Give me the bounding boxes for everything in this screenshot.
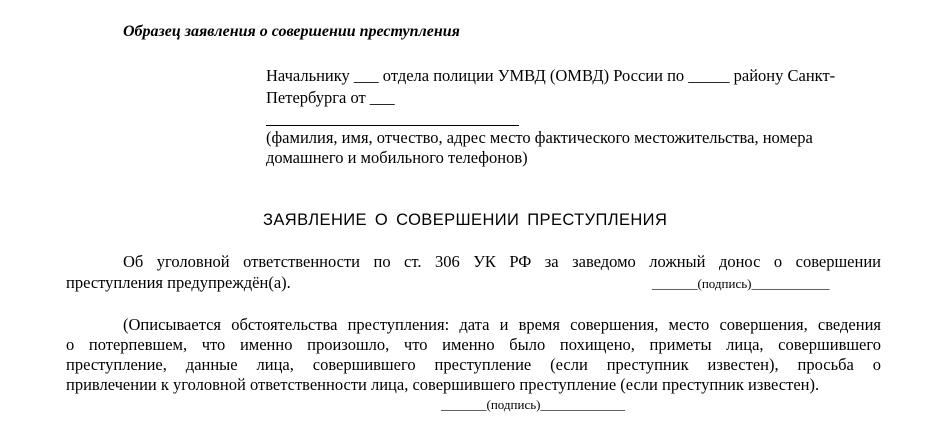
addressee-line-1: Начальнику ___ отдела полиции УМВД (ОМВД) России по _____ району Санкт- (266, 66, 836, 85)
warning-line-2: преступления предупреждён(а). (66, 273, 291, 292)
document-heading: ЗАЯВЛЕНИЕ О СОВЕРШЕНИИ ПРЕСТУПЛЕНИЯ (263, 211, 668, 229)
description-line-3: преступление, данные лица, совершившего преступление (если преступник известен), просьба о (66, 355, 881, 374)
warning-line-1: Об уголовной ответственности по ст. 306 УК РФ за заведомо ложный донос о совершении (123, 252, 881, 271)
applicant-hint-line-2: домашнего и мобильного телефонов) (266, 148, 528, 167)
description-line-2: о потерпевшем, что именно произошло, что именно было похищено, приметы лица, совершившего (66, 335, 881, 354)
signature-line-1: _______(подпись)____________ (652, 276, 830, 291)
addressee-line-2: Петербурга от ___ (266, 88, 395, 107)
description-line-4: привлечении к уголовной ответственности лица, совершившего преступление (если преступник известен). (66, 375, 820, 394)
applicant-hint-line-1: (фамилия, имя, отчество, адрес место фактического местожительства, номера (266, 128, 813, 147)
signature-line-2: _______(подпись)_____________ (441, 397, 625, 412)
description-line-1: (Описывается обстоятельства преступления: дата и время совершения, место совершения, сведения (123, 315, 881, 334)
applicant-blank-line (266, 125, 519, 126)
sample-title: Образец заявления о совершении преступления (123, 23, 460, 40)
